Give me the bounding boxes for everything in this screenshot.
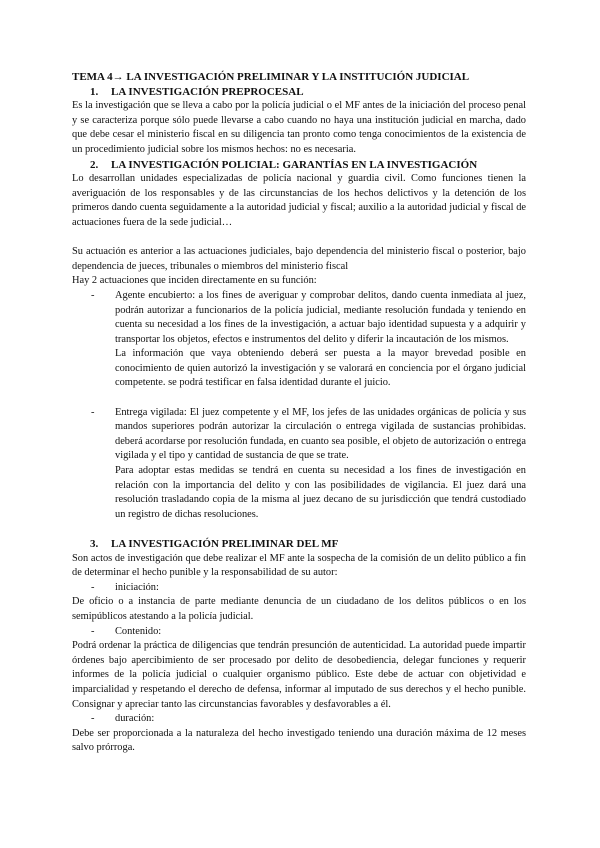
item-contenido-label [72, 625, 526, 640]
bullet-agente-encubierto [72, 289, 526, 391]
section-number: 1. [90, 85, 99, 98]
bullet-text [115, 289, 526, 391]
dash-marker: - [91, 406, 95, 418]
dash-marker: - [91, 713, 95, 725]
dash-marker: - [91, 625, 95, 637]
section-1-heading [72, 85, 526, 100]
blank-line [72, 231, 526, 246]
section-3-heading [72, 537, 526, 552]
section-1-paragraph: Es la investigación que se lleva a cabo por la policía judicial o el MF antes de la iniciación del proceso penal y se caracteriza porque sólo puede llevarse a cabo cuando no haya una institución judicial en marcha, dado que debe cesar el ministerio fiscal en su diligencia tan pronto como tenga conocimientos de la existencia de un procedimiento judicial sobre los mismos hechos: no es necesaria. [72, 100, 526, 155]
item-label: duración: [115, 713, 155, 725]
dash-marker: - [91, 581, 95, 593]
section-title: LA INVESTIGACIÓN POLICIAL: GARANTÍAS EN LA INVESTIGACIÓN [111, 158, 478, 171]
bullet-paragraph: Agente encubierto: a los fines de averiguar y comprobar delitos, dando cuenta inmediata al juez, podrán autorizar a funcionarios de la policía judicial, mediante resolución fundada y teniendo en cuenta su necesidad a los fines de la investigación, a actuar bajo identidad supuesta y a adquirir y transportar los objetos, efectos e instrumentos del delito y diferir la incautación de los mismos. [115, 289, 526, 345]
item-iniciacion-label [72, 581, 526, 596]
document-title: TEMA 4→ LA INVESTIGACIÓN PRELIMINAR Y LA INSTITUCIÓN JUDICIAL [72, 71, 470, 83]
document-content [72, 70, 526, 756]
section-number: 3. [90, 538, 99, 550]
item-iniciacion-text: De oficio o a instancia de parte mediante denuncia de un ciudadano de los delitos públicos o en los semipúblicos atestando a la policía judicial. [72, 596, 526, 622]
item-duracion-label [72, 712, 526, 727]
dash-marker: - [91, 289, 95, 301]
section-title: LA INVESTIGACIÓN PREPROCESAL [111, 85, 304, 98]
bullet-paragraph: Entrega vigilada: El juez competente y el MF, los jefes de las unidades orgánicas de policía y sus mandos superiores podrán autorizar la circulación o entrega vigilada de sustancias prohibidas. deberá acordarse por resolución fundada, en cuanto sea posible, el objeto de autorización o entrega vigilada y el tipo y cantidad de sustancia de que se trate. [115, 406, 526, 462]
bullet-paragraph: Para adoptar estas medidas se tendrá en cuenta su necesidad a los fines de investigación en relación con la importancia del delito y con las posibilidades de vigilancia. El juez dará una resolución trasladando copia de la misma al juez decano de su jurisdicción que tendrá custodiado un registro de dichas resoluciones. [115, 465, 526, 520]
section-2-paragraph: Lo desarrollan unidades especializadas de policía nacional y guardia civil. Como funciones tienen la averiguación de los responsables y de las circunstancias de los hechos delictivos y la detención de los primeros dando cuenta seguidamente a la autoridad judicial y fiscal; auxilio a la autoridad judicial y fiscal de actuaciones fuera de la sede judicial… [72, 173, 526, 228]
blank-line [72, 391, 526, 406]
section-number: 2. [90, 158, 99, 171]
item-duracion-text: Debe ser proporcionada a la naturaleza del hecho investigado teniendo una duración máxima de 12 meses salvo prórroga. [72, 727, 526, 754]
section-2-intro: Hay 2 actuaciones que inciden directamente en su función: [72, 275, 317, 287]
bullet-text [115, 406, 526, 523]
bullet-paragraph: La información que vaya obteniendo deberá ser puesta a la mayor brevedad posible en conocimiento de quien autorizó la investigación y se valorará en conciencia por el órgano judicial competente. se podrá testificar en falsa identidad durante el juicio. [115, 348, 526, 389]
section-2-heading [72, 158, 526, 173]
section-title: LA INVESTIGACIÓN PRELIMINAR DEL MF [111, 538, 339, 550]
bullet-entrega-vigilada [72, 406, 526, 523]
item-contenido-text: Podrá ordenar la práctica de diligencias que tendrán presunción de autenticidad. La autoridad puede impartir órdenes bajo apercibimiento de ser procesado por delito de desobediencia, delegar funciones y requerir informes de la policía judicial o cualquier organismo público. Este debe de actuar con objetividad e imparcialidad y respetando el derecho de defensa, informar al imputado de sus derechos y el hecho punible. Consignar y apreciar tanto las circunstancias favorables y desfavorables a él. [72, 640, 526, 710]
section-3-paragraph: Son actos de investigación que debe realizar el MF ante la sospecha de la comisión de un delito público a fin de determinar el hecho punible y la responsabilidad de su autor: [72, 552, 526, 579]
item-label: Contenido: [115, 625, 162, 637]
blank-line [72, 522, 526, 537]
item-label: iniciación: [115, 581, 159, 593]
section-2-paragraph-2: Su actuación es anterior a las actuaciones judiciales, bajo dependencia del ministerio fiscal o posterior, bajo dependencia de jueces, tribunales o miembros del ministerio fiscal [72, 246, 526, 272]
